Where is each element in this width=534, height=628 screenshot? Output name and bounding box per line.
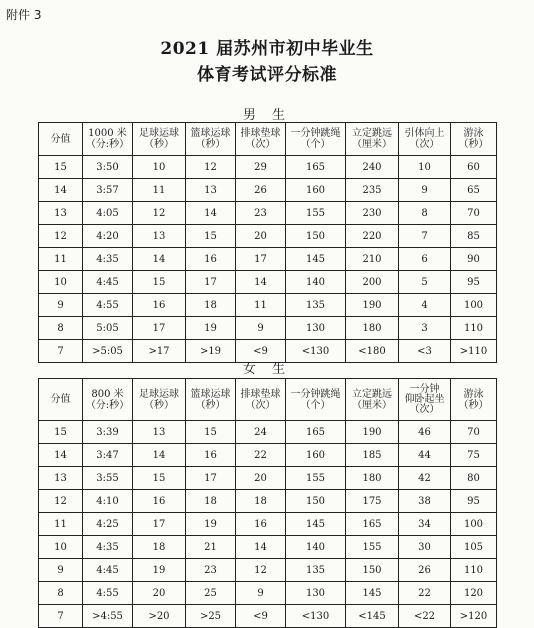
male-header-text: 引体向上	[404, 128, 445, 139]
male-header-cell	[133, 123, 186, 156]
male-section-heading: 男 生	[242, 108, 292, 123]
male-table-row	[39, 248, 497, 271]
male-table-cell: 100	[451, 294, 497, 317]
female-table-cell: 17	[133, 513, 186, 536]
female-table-cell: 22	[399, 582, 451, 605]
female-table-cell: 100	[451, 513, 497, 536]
male-table-cell: 3	[399, 317, 451, 340]
male-table-cell: 14	[186, 202, 236, 225]
female-table-cell: 8	[39, 582, 83, 605]
male-table-cell: 12	[39, 225, 83, 248]
female-header-text: （个）	[300, 399, 331, 411]
male-table-cell: 15	[186, 225, 236, 248]
male-header-text: （个）	[300, 139, 331, 150]
male-table-cell: 4:20	[83, 225, 133, 248]
female-table-cell: >20	[133, 605, 186, 628]
male-table-cell: 14	[236, 271, 286, 294]
female-table-cell: 19	[133, 559, 186, 582]
male-table-cell: 8	[39, 317, 83, 340]
female-header-text: 一分钟跳绳	[290, 388, 341, 400]
female-table-row	[39, 582, 497, 605]
male-table-cell: 190	[346, 294, 399, 317]
female-table-cell: 4:45	[83, 559, 133, 582]
male-table-cell: 12	[186, 156, 236, 179]
female-table-cell: 3:55	[83, 467, 133, 490]
female-section-heading: 女 生	[242, 362, 292, 377]
male-table-row	[39, 317, 497, 340]
female-table-cell: 13	[39, 467, 83, 490]
male-table-cell: <9	[236, 340, 286, 363]
female-header-cell	[186, 379, 236, 421]
female-table-cell: <130	[286, 605, 346, 628]
female-table-cell: >120	[451, 605, 497, 628]
female-table-cell: <9	[236, 605, 286, 628]
male-table-cell: 13	[39, 202, 83, 225]
male-table-cell: 10	[399, 156, 451, 179]
female-table-cell: 15	[39, 421, 83, 444]
male-table-cell: 95	[451, 271, 497, 294]
male-header-text: （秒）	[144, 139, 174, 150]
female-table-cell: 80	[451, 467, 497, 490]
female-table-cell: 30	[399, 536, 451, 559]
female-table-cell: 11	[39, 513, 83, 536]
male-header-cell	[236, 123, 286, 156]
male-score-table	[38, 122, 497, 363]
male-table-cell: 85	[451, 225, 497, 248]
male-table-cell: 13	[133, 225, 186, 248]
female-table-row	[39, 605, 497, 628]
female-table-cell: 10	[39, 536, 83, 559]
male-table-cell: 140	[286, 271, 346, 294]
male-table-cell: 11	[39, 248, 83, 271]
female-header-cell	[346, 379, 399, 421]
male-table-cell: 11	[236, 294, 286, 317]
male-table-cell: >5:05	[83, 340, 133, 363]
female-table-cell: 16	[133, 490, 186, 513]
male-header-text: （秒）	[458, 139, 489, 150]
female-table-cell: 75	[451, 444, 497, 467]
male-table-cell: 130	[286, 317, 346, 340]
male-header-row	[39, 123, 497, 156]
male-header-text: 1000 米	[88, 128, 127, 139]
female-table-cell: 175	[346, 490, 399, 513]
male-table-cell: 15	[133, 271, 186, 294]
male-header-cell	[286, 123, 346, 156]
male-table-cell: 3:50	[83, 156, 133, 179]
female-table-row	[39, 444, 497, 467]
female-table-cell: 4:35	[83, 536, 133, 559]
female-table-cell: 14	[236, 536, 286, 559]
female-header-text: 排球垫球	[240, 388, 281, 400]
male-table-cell: <180	[346, 340, 399, 363]
female-header-cell	[133, 379, 186, 421]
male-table-cell: 230	[346, 202, 399, 225]
male-table-cell: 200	[346, 271, 399, 294]
female-table-cell: 14	[133, 444, 186, 467]
male-table-row	[39, 294, 497, 317]
male-table-cell: 23	[236, 202, 286, 225]
female-table-cell: 110	[451, 559, 497, 582]
female-header-text: 仰卧起坐	[404, 393, 445, 405]
female-table-cell: 14	[39, 444, 83, 467]
female-header-text: （秒）	[195, 399, 226, 411]
female-header-cell	[399, 379, 451, 421]
female-table-row	[39, 559, 497, 582]
female-table-cell: 17	[186, 467, 236, 490]
female-table-row	[39, 421, 497, 444]
female-header-text: （秒）	[144, 399, 174, 411]
male-table-cell: 220	[346, 225, 399, 248]
male-table-cell: 65	[451, 179, 497, 202]
male-header-text: 篮球运球	[190, 128, 231, 139]
male-table-cell: 4	[399, 294, 451, 317]
male-table-row	[39, 179, 497, 202]
female-table-cell: 145	[346, 582, 399, 605]
female-table-cell: 155	[346, 536, 399, 559]
female-table-cell: 18	[186, 490, 236, 513]
male-table-cell: 12	[133, 202, 186, 225]
female-table-row	[39, 536, 497, 559]
male-table-cell: 17	[236, 248, 286, 271]
female-header-cell	[236, 379, 286, 421]
female-table-cell: <145	[346, 605, 399, 628]
male-header-text: 游泳	[463, 128, 484, 139]
male-header-text: 分值	[50, 133, 71, 145]
male-table-cell: 20	[236, 225, 286, 248]
male-table-cell: 17	[186, 271, 236, 294]
female-score-table	[38, 378, 497, 628]
male-table-cell: 9	[39, 294, 83, 317]
male-table-cell: 10	[39, 271, 83, 294]
male-header-cell	[83, 123, 133, 156]
male-table-cell: 10	[133, 156, 186, 179]
female-header-row	[39, 379, 497, 421]
female-header-text: （厘米）	[352, 399, 392, 411]
female-header-cell	[451, 379, 497, 421]
male-table-cell: >17	[133, 340, 186, 363]
female-table-cell: 140	[286, 536, 346, 559]
male-table-cell: 7	[39, 340, 83, 363]
male-table-cell: 110	[451, 317, 497, 340]
male-header-text: 排球垫球	[240, 128, 281, 139]
male-table-cell: 14	[133, 248, 186, 271]
male-header-cell	[399, 123, 451, 156]
female-header-text: 立定跳远	[352, 388, 392, 400]
female-table-cell: 44	[399, 444, 451, 467]
male-table-cell: 11	[133, 179, 186, 202]
female-header-text: 游泳	[463, 388, 484, 400]
female-table-cell: 70	[451, 421, 497, 444]
female-table-cell: 26	[399, 559, 451, 582]
male-table-cell: 240	[346, 156, 399, 179]
female-table-cell: 4:10	[83, 490, 133, 513]
male-header-text: （分:秒）	[85, 139, 130, 150]
document-title-line1: 2021 届苏州市初中毕业生	[160, 39, 374, 59]
female-table-cell: 34	[399, 513, 451, 536]
male-table-cell: 155	[286, 202, 346, 225]
male-table-cell: 17	[133, 317, 186, 340]
female-table-row	[39, 490, 497, 513]
female-table-cell: 46	[399, 421, 451, 444]
female-table-cell: 7	[39, 605, 83, 628]
female-header-text: （秒）	[458, 399, 489, 411]
female-table-cell: 190	[346, 421, 399, 444]
female-table-cell: 105	[451, 536, 497, 559]
male-table-cell: 9	[399, 179, 451, 202]
male-header-cell	[346, 123, 399, 156]
female-header-text: （次）	[409, 403, 440, 415]
male-table-body	[39, 156, 497, 363]
male-table-cell: 6	[399, 248, 451, 271]
female-table-cell: 145	[286, 513, 346, 536]
female-table-cell: 150	[346, 559, 399, 582]
male-table-row	[39, 202, 497, 225]
male-table-cell: 26	[236, 179, 286, 202]
female-table-cell: 180	[346, 467, 399, 490]
female-table-cell: 20	[133, 582, 186, 605]
male-header-cell	[186, 123, 236, 156]
male-table-cell: 9	[236, 317, 286, 340]
male-table-row	[39, 271, 497, 294]
female-table-cell: 12	[39, 490, 83, 513]
female-table-cell: 24	[236, 421, 286, 444]
male-table-cell: >110	[451, 340, 497, 363]
male-table-cell: 150	[286, 225, 346, 248]
female-table-cell: 18	[133, 536, 186, 559]
male-table-cell: 18	[186, 294, 236, 317]
male-table-cell: 15	[39, 156, 83, 179]
female-table-cell: 4:25	[83, 513, 133, 536]
female-table-cell: 9	[39, 559, 83, 582]
female-table-row	[39, 467, 497, 490]
female-table-cell: 42	[399, 467, 451, 490]
male-table-cell: 29	[236, 156, 286, 179]
female-table-cell: 19	[186, 513, 236, 536]
female-header-text: （分:秒）	[85, 399, 130, 411]
male-table-cell: 145	[286, 248, 346, 271]
female-header-cell	[83, 379, 133, 421]
male-table-cell: 3:57	[83, 179, 133, 202]
female-table-cell: 15	[133, 467, 186, 490]
female-table-cell: 20	[236, 467, 286, 490]
male-table-cell: 165	[286, 156, 346, 179]
female-table-cell: 16	[236, 513, 286, 536]
female-table-row	[39, 513, 497, 536]
male-table-cell: 16	[186, 248, 236, 271]
male-header-text: （次）	[245, 139, 276, 150]
female-header-text: 足球运球	[139, 388, 179, 400]
male-header-cell	[39, 123, 83, 156]
male-table-cell: 4:05	[83, 202, 133, 225]
male-table-cell: 235	[346, 179, 399, 202]
female-table-cell: 21	[186, 536, 236, 559]
male-table-cell: 5:05	[83, 317, 133, 340]
male-table-cell: <3	[399, 340, 451, 363]
male-table-cell: 19	[186, 317, 236, 340]
male-header-text: （厘米）	[352, 139, 392, 150]
male-header-text: 一分钟跳绳	[290, 128, 341, 139]
female-table-cell: 135	[286, 559, 346, 582]
female-table-cell: 18	[236, 490, 286, 513]
male-table-cell: >19	[186, 340, 236, 363]
male-header-text: （秒）	[195, 139, 226, 150]
male-header-text: （次）	[409, 139, 440, 150]
male-table-cell: 180	[346, 317, 399, 340]
female-table-cell: 23	[186, 559, 236, 582]
female-table-cell: >25	[186, 605, 236, 628]
female-table-cell: 130	[286, 582, 346, 605]
male-table-cell: 135	[286, 294, 346, 317]
female-table-cell: 9	[236, 582, 286, 605]
female-table-cell: 13	[133, 421, 186, 444]
document-title-line2: 体育考试评分标准	[197, 65, 337, 85]
female-header-text: 800 米	[91, 388, 124, 400]
male-table-cell: 14	[39, 179, 83, 202]
female-header-text: 篮球运球	[190, 388, 231, 400]
female-header-cell	[39, 379, 83, 421]
female-table-cell: 165	[286, 421, 346, 444]
female-table-body	[39, 421, 497, 628]
female-table-cell: 160	[286, 444, 346, 467]
male-table-row	[39, 156, 497, 179]
male-table-cell: 13	[186, 179, 236, 202]
male-table-cell: 16	[133, 294, 186, 317]
male-header-cell	[451, 123, 497, 156]
female-table-cell: 22	[236, 444, 286, 467]
male-table-cell: 4:35	[83, 248, 133, 271]
male-table-cell: 4:55	[83, 294, 133, 317]
female-table-cell: <22	[399, 605, 451, 628]
male-table-cell: 60	[451, 156, 497, 179]
female-table-cell: 95	[451, 490, 497, 513]
female-table-cell: 4:55	[83, 582, 133, 605]
female-header-text: 分值	[50, 394, 71, 405]
female-table-cell: 150	[286, 490, 346, 513]
male-table-cell: <130	[286, 340, 346, 363]
female-table-cell: 120	[451, 582, 497, 605]
male-table-cell: 70	[451, 202, 497, 225]
female-header-cell	[286, 379, 346, 421]
male-table-cell: 8	[399, 202, 451, 225]
female-table-cell: >4:55	[83, 605, 133, 628]
male-table-cell: 90	[451, 248, 497, 271]
female-table-cell: 12	[236, 559, 286, 582]
female-table-cell: 3:39	[83, 421, 133, 444]
female-table-cell: 38	[399, 490, 451, 513]
female-table-cell: 16	[186, 444, 236, 467]
male-table-cell: 7	[399, 225, 451, 248]
female-table-cell: 25	[186, 582, 236, 605]
female-header-text: （次）	[245, 399, 276, 411]
attachment-label: 附件 3	[6, 8, 42, 22]
male-table-cell: 210	[346, 248, 399, 271]
female-table-cell: 155	[286, 467, 346, 490]
male-header-text: 立定跳远	[352, 128, 392, 139]
female-table-cell: 165	[346, 513, 399, 536]
female-table-cell: 15	[186, 421, 236, 444]
female-table-cell: 185	[346, 444, 399, 467]
male-table-cell: 4:45	[83, 271, 133, 294]
male-header-text: 足球运球	[139, 128, 179, 139]
male-table-cell: 160	[286, 179, 346, 202]
male-table-row	[39, 225, 497, 248]
female-table-cell: 3:47	[83, 444, 133, 467]
female-header-text: 一分钟	[409, 383, 440, 395]
male-table-cell: 5	[399, 271, 451, 294]
